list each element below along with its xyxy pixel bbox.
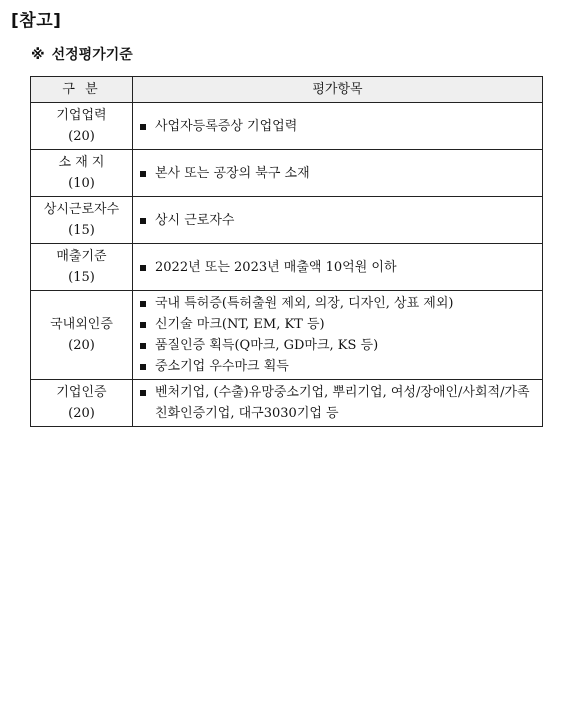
header-category: 구 분	[31, 77, 133, 103]
list-item	[140, 293, 538, 314]
row-category-cell	[31, 244, 133, 291]
bullet-icon	[140, 301, 146, 307]
row-items-cell	[133, 150, 543, 197]
item-text: 사업자등록증상 기업업력	[155, 118, 298, 134]
category-score: (20)	[68, 338, 95, 353]
row-category-cell	[31, 380, 133, 427]
item-text: 국내 특허증(특허출원 제외, 의장, 디자인, 상표 제외)	[155, 296, 454, 311]
list-item	[140, 335, 538, 356]
category-score: (10)	[68, 176, 95, 191]
category-score: (20)	[68, 406, 95, 421]
row-items-cell	[133, 291, 543, 380]
row-items-cell	[133, 380, 543, 427]
item-text: 벤처기업, (수출)유망중소기업, 뿌리기업, 여성/장애인/사회적/가족친화인증기업, 대구3030기업 등	[155, 385, 530, 421]
row-category-cell	[31, 150, 133, 197]
section-title-text: 선정평가기준	[51, 47, 133, 63]
row-category-cell	[31, 197, 133, 244]
item-text: 품질인증 획득(Q마크, GD마크, KS 등)	[155, 338, 379, 353]
page-heading: [참고]	[11, 11, 62, 31]
category-label: 소 재 지	[58, 155, 105, 170]
reference-mark-icon: ※	[31, 47, 45, 63]
category-label: 국내외인증	[50, 317, 113, 332]
list-item	[140, 257, 538, 278]
bullet-icon	[140, 343, 146, 349]
category-label: 매출기준	[56, 249, 107, 264]
row-items-cell	[133, 244, 543, 291]
item-text: 2022년 또는 2023년 매출액 10억원 이하	[155, 259, 397, 275]
table-row	[31, 244, 543, 291]
criteria-table	[30, 76, 543, 427]
bullet-icon	[140, 322, 146, 328]
header-items: 평가항목	[133, 77, 543, 103]
row-category-cell	[31, 103, 133, 150]
list-item	[140, 382, 538, 424]
category-score: (20)	[68, 129, 95, 144]
list-item	[140, 116, 538, 137]
row-items-cell	[133, 197, 543, 244]
category-score: (15)	[68, 223, 95, 238]
category-score: (15)	[68, 270, 95, 285]
category-label: 상시근로자수	[43, 202, 120, 217]
table-row	[31, 197, 543, 244]
bullet-icon	[140, 364, 146, 370]
category-label: 기업업력	[56, 108, 107, 123]
bullet-icon	[140, 124, 146, 130]
table-row	[31, 103, 543, 150]
category-label: 기업인증	[56, 385, 107, 400]
list-item	[140, 314, 538, 335]
table-row	[31, 380, 543, 427]
list-item	[140, 163, 538, 184]
bullet-icon	[140, 218, 146, 224]
bullet-icon	[140, 390, 146, 396]
table-row	[31, 291, 543, 380]
list-item	[140, 210, 538, 231]
table-header-row	[31, 77, 543, 103]
item-text: 본사 또는 공장의 북구 소재	[155, 165, 310, 181]
list-item	[140, 356, 538, 377]
table-row	[31, 150, 543, 197]
row-category-cell	[31, 291, 133, 380]
section-title	[31, 44, 133, 64]
item-text: 중소기업 우수마크 획득	[155, 359, 289, 374]
bullet-icon	[140, 171, 146, 177]
item-text: 신기술 마크(NT, EM, KT 등)	[155, 317, 325, 332]
bullet-icon	[140, 265, 146, 271]
row-items-cell	[133, 103, 543, 150]
item-text: 상시 근로자수	[155, 212, 235, 228]
